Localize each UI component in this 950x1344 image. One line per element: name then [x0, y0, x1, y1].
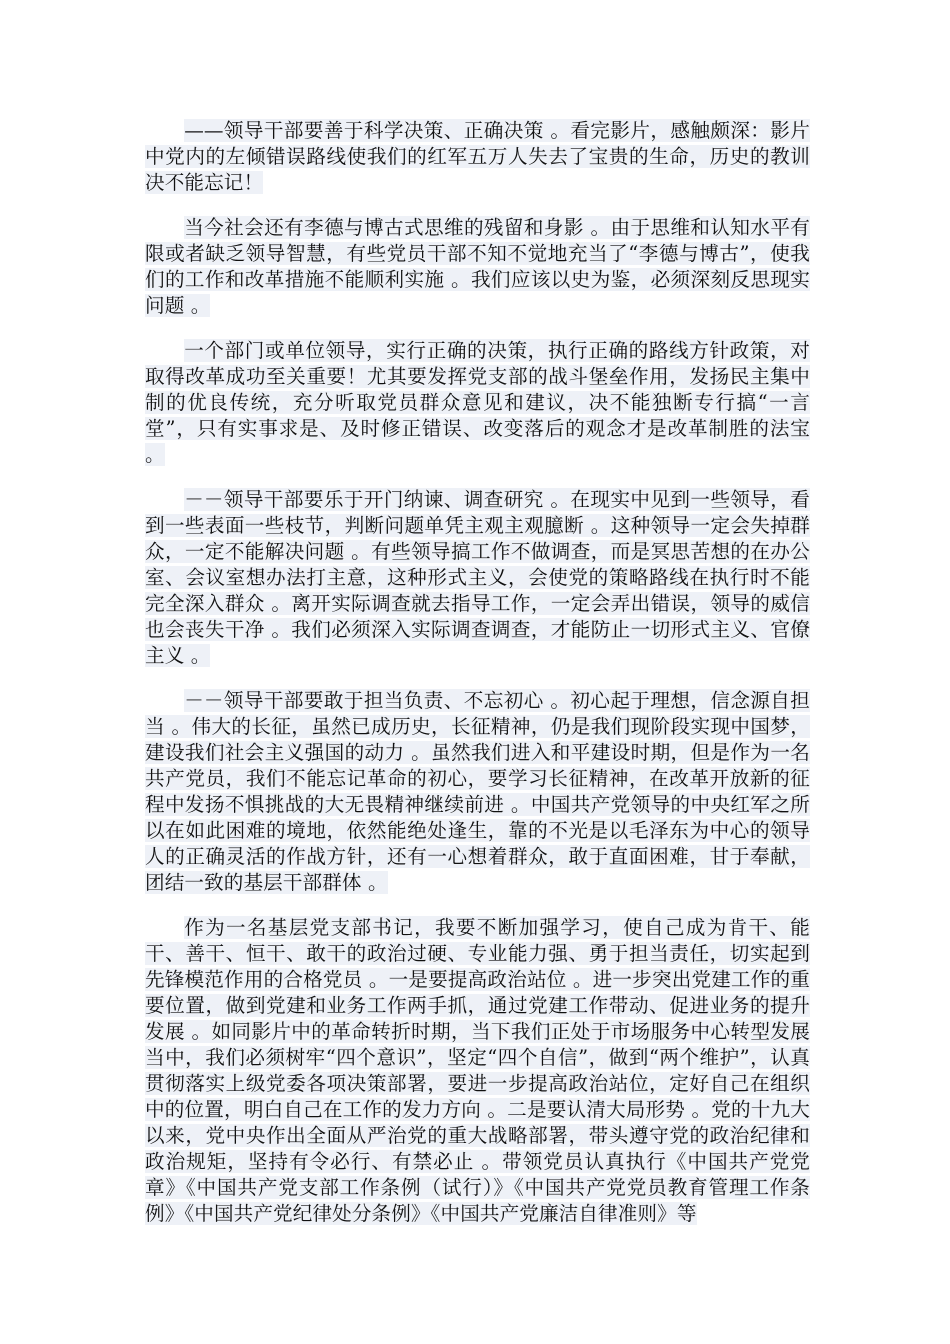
paragraph-4-text: －－领导干部要乐于开门纳谏、调查研究 。在现实中见到一些领导，看到一些表面一些枝节，判断问题单凭主观主观臆断 。这种领导一定会失掉群众，一定不能解决问题 。有些领导搞工作不做调查，而是冥思苦想的在办公室、会议室想办法打主意，这种形式主义，会使党的策略路线在执行时不能完全深入群众 。离开实际调查就去指导工作，一定会弄出错误，领导的威信也会丧失干净 。我们必须深入实际调查调查，才能防止一切形式主义、官僚主义 。: [145, 488, 810, 667]
paragraph-6-text: 作为一名基层党支部书记，我要不断加强学习，使自己成为肯干、能干、善干、恒干、敢干的政治过硬、专业能力强、勇于担当责任，切实起到先锋模范作用的合格党员 。一是要提高政治站位 。进一步突出党建工作的重要位置，做到党建和业务工作两手抓，通过党建工作带动、促进业务的提升发展 。如同影片中的革命转折时期，当下我们正处于市场服务中心转型发展当中，我们必须树牢“四个意识”，坚定“四个自信”，做到“两个维护”，认真贯彻落实上级党委各项决策部署，要进一步提高政治站位，定好自己在组织中的位置，明白自己在工作的发力方向 。二是要认清大局形势 。党的十九大以来，党中央作出全面从严治党的重大战略部署，带头遵守党的政治纪律和政治规矩，坚持有令必行、有禁必止 。带领党员认真执行《中国共产党党章》《中国共产党支部工作条例（试行）》《中国共产党党员教育管理工作条例》《中国共产党纪律处分条例》《中国共产党廉洁自律准则》等: [145, 916, 810, 1225]
paragraph-2: [145, 215, 810, 319]
paragraph-5-text: －－领导干部要敢于担当负责、不忘初心 。初心起于理想，信念源自担当 。伟大的长征，虽然已成历史，长征精神，仍是我们现阶段实现中国梦，建设我们社会主义强国的动力 。虽然我们进入和平建设时期，但是作为一名共产党员，我们不能忘记革命的初心，要学习长征精神，在改革开放新的征程中发扬不惧挑战的大无畏精神继续前进 。中国共产党领导的中央红军之所以在如此困难的境地，依然能绝处逢生，靠的不光是以毛泽东为中心的领导人的正确灵活的作战方针，还有一心想着群众，敢于直面困难，甘于奉献，团结一致的基层干部群体 。: [145, 689, 810, 894]
paragraph-3: [145, 338, 810, 468]
paragraph-5: [145, 688, 810, 896]
paragraph-6: [145, 915, 810, 1227]
paragraph-1-text: ——领导干部要善于科学决策、正确决策 。看完影片，感触颇深：影片中党内的左倾错误路线使我们的红军五万人失去了宝贵的生命，历史的教训决不能忘记！: [145, 119, 810, 194]
paragraph-2-text: 当今社会还有李德与博古式思维的残留和身影 。由于思维和认知水平有限或者缺乏领导智慧，有些党员干部不知不觉地充当了“李德与博古”，使我们的工作和改革措施不能顺利实施 。我们应该以史为鉴，必须深刻反思现实问题 。: [145, 216, 810, 317]
paragraph-1: [145, 118, 810, 196]
paragraph-4: [145, 487, 810, 669]
paragraph-3-text: 一个部门或单位领导，实行正确的决策，执行正确的路线方针政策，对取得改革成功至关重要！尤其要发挥党支部的战斗堡垒作用，发扬民主集中制的优良传统，充分听取党员群众意见和建议，决不能独断专行搞“一言堂”，只有实事求是、及时修正错误、改变落后的观念才是改革制胜的法宝 。: [145, 339, 810, 466]
